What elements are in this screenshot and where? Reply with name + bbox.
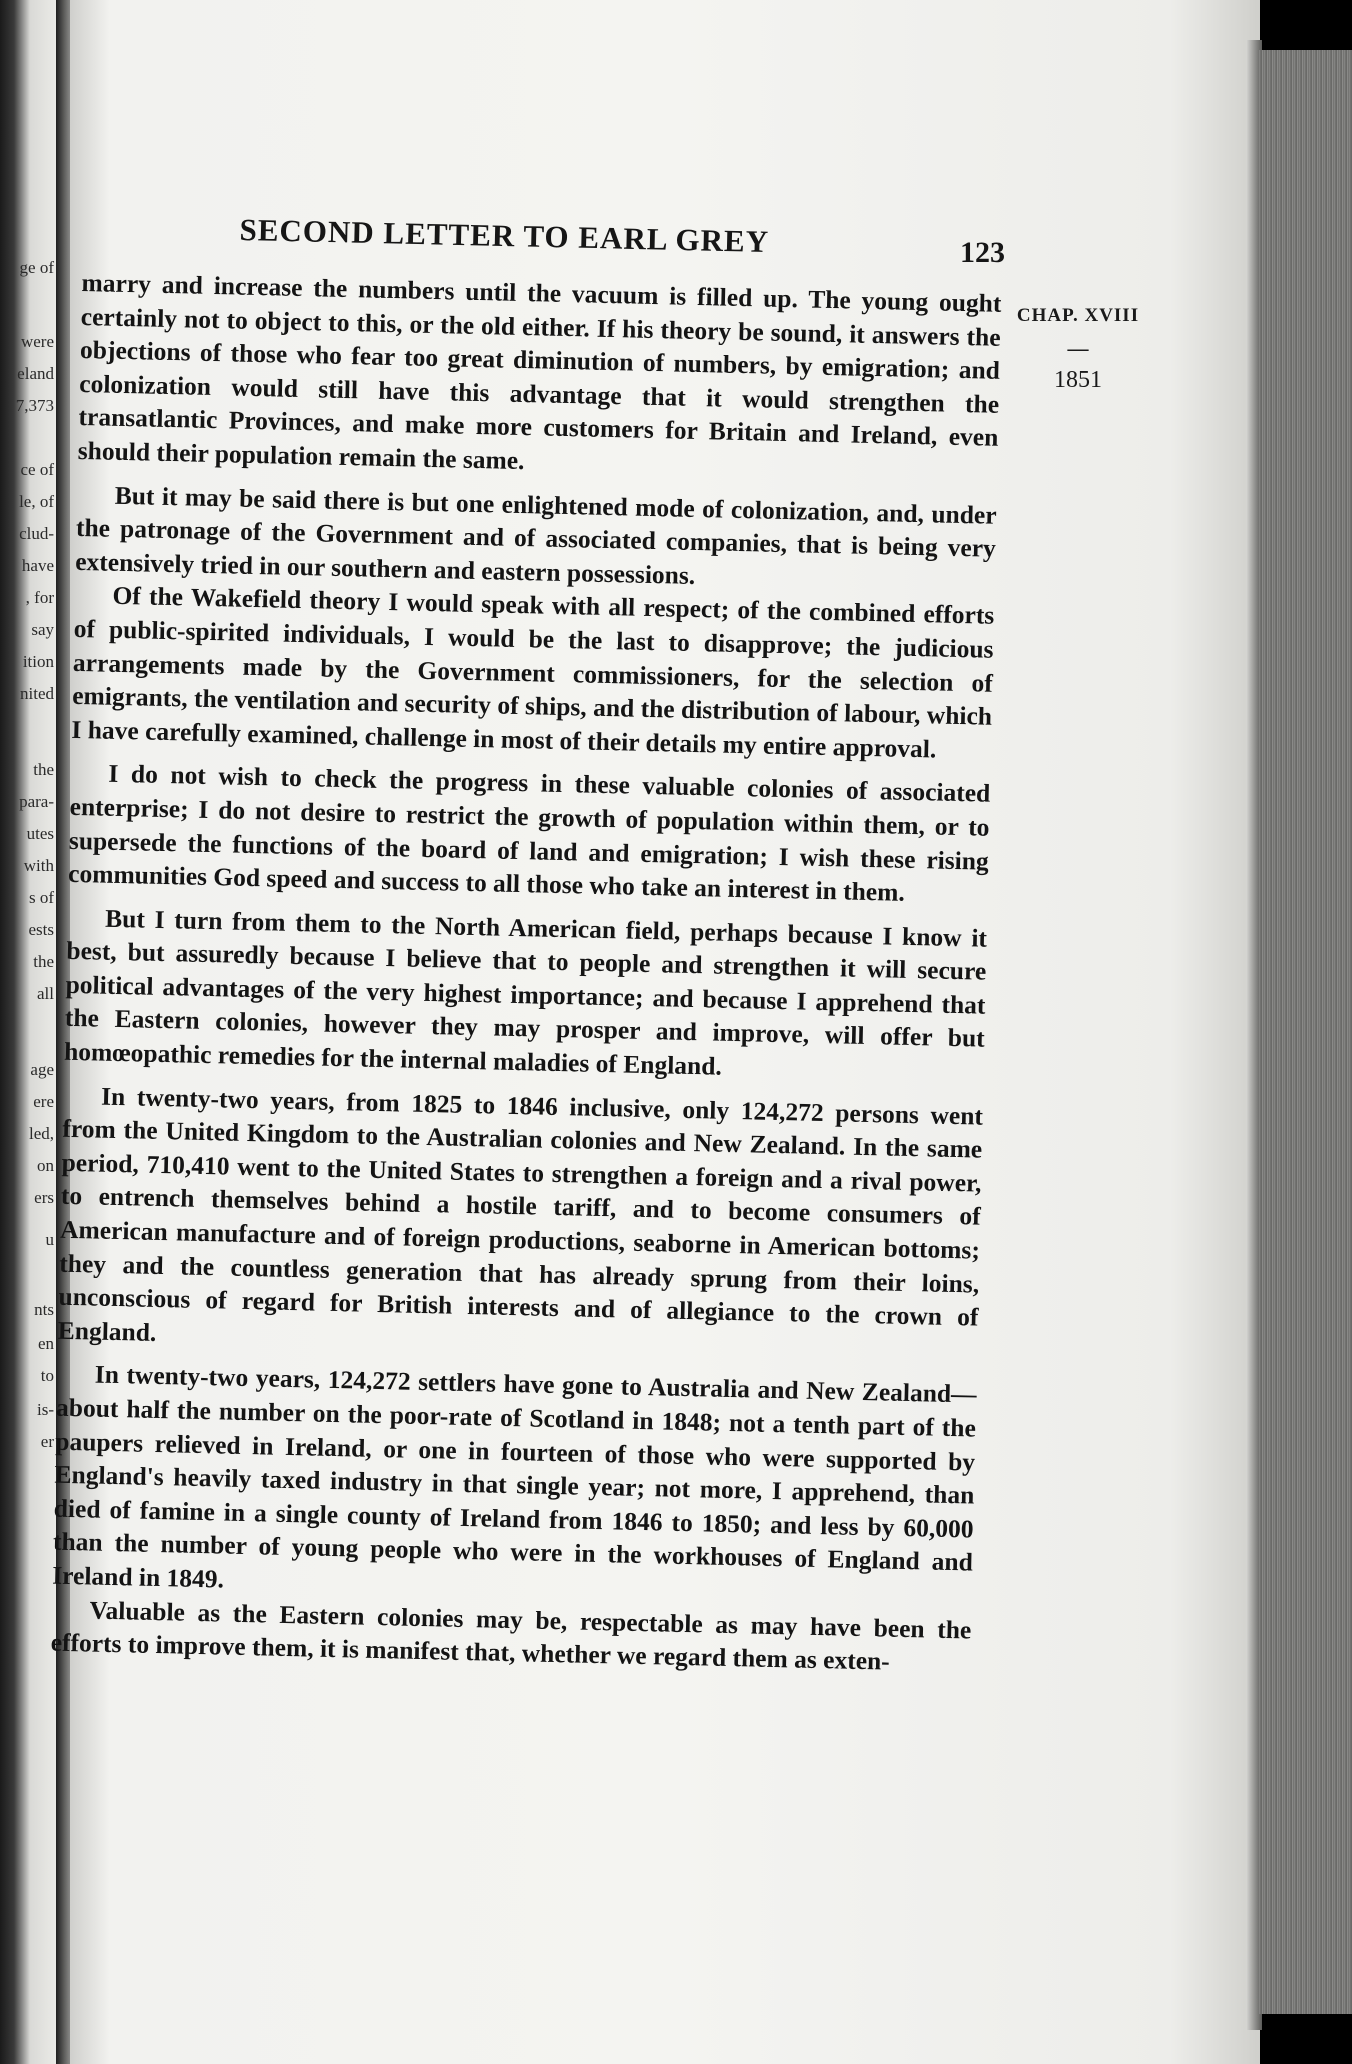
previous-page-fragment: ce of — [20, 460, 54, 479]
previous-page-fragment: led, — [28, 1124, 54, 1143]
side-note-dash: — — [1067, 336, 1089, 360]
paragraph: I do not wish to check the progress in these valuable colonies of associated enterprise; I do not desire to restrict the growth of population within them, or to supersede the functions of the board of land and emigration; I wish these rising communities God speed and success to all those who take an interest in them. — [67, 759, 991, 907]
previous-page-fragment: the — [33, 952, 54, 971]
previous-page-fragment: eland — [17, 364, 54, 383]
page-number: 123 — [960, 236, 1005, 269]
previous-page-fragment: ests — [28, 920, 54, 939]
previous-page-fragment: ge of — [19, 258, 54, 277]
previous-page-fragment: have — [21, 556, 54, 575]
side-note — [1012, 300, 1144, 396]
paragraph: In twenty-two years, from 1825 to 1846 inclusive, only 124,272 persons went from the United Kingdom to the Australian colonies and New Zealand. In the same period, 710,410 went to the United States to strengthen a foreign and a rival power, to entrench themselves behind a hostile tariff, and to become consumers of American manufacture and of foreign productions, seaborne in American bottoms; they and the countless generation that has already sprung from their loins, unconscious of regard for British interests and of allegiance to the crown of England. — [57, 1081, 984, 1347]
paragraph: Valuable as the Eastern colonies may be, respectable as may have been the efforts to improve them, it is manifest that, whether we regard them as exten- — [50, 1595, 972, 1676]
previous-page-fragment: , for — [25, 588, 54, 607]
paragraph: But it may be said there is but one enlightened mode of colonization, and, under the patronage of the Government and of associated companies, that is being very extensively tried in our southern and eastern possessions. — [74, 480, 997, 590]
page-edges — [1258, 50, 1352, 2014]
paragraph: But I turn from them to the North American field, perhaps because I know it best, but assuredly because I believe that to people and strengthen it will secure political advantages of the very highest importance; and because I apprehend that the Eastern colonies, however they may prosper and improve, will offer but homœopathic remedies for the internal maladies of England. — [63, 903, 988, 1081]
body-text — [50, 266, 1001, 1680]
previous-page-fragment: were — [20, 332, 54, 351]
paragraph: marry and increase the numbers until the vacuum is filled up. The young ought certainly not to object to this, or the old either. If his theory be sound, it answers the objections of those who fear too great diminution of numbers, by emigration; and colonization would still have this advantage that it would strengthen the transatlantic Provinces, and make more customers for Britain and Ireland, even should their population remain the same. — [77, 267, 1002, 476]
year-label: 1851 — [1054, 367, 1102, 393]
previous-page-fragment: para- — [19, 792, 54, 811]
previous-page-fragment: all — [37, 984, 54, 1003]
previous-page-fragment: en — [37, 1334, 54, 1353]
previous-page-fragment: er — [40, 1432, 54, 1451]
previous-page-fragment: say — [31, 620, 54, 639]
previous-page-fragment: nited — [20, 684, 54, 703]
previous-page-fragment: utes — [26, 824, 54, 843]
running-head: SECOND LETTER TO EARL GREY — [239, 212, 770, 260]
previous-page-fragment: ers — [34, 1188, 54, 1207]
previous-page-fragment: clud- — [19, 524, 54, 543]
chapter-label: CHAP. XVIII — [1016, 305, 1140, 326]
previous-page-fragment: is- — [37, 1400, 54, 1419]
previous-page-fragment: ere — [33, 1092, 54, 1111]
previous-page-edge — [0, 0, 58, 2064]
previous-page-fragment: the — [33, 760, 54, 779]
paragraph: Of the Wakefield theory I would speak with all respect; of the combined efforts of public-spirited individuals, I would be the last to disapprove; the judicious arrangements made by the Government commissioners, for the selection of emigrants, the ventilation and security of ships, and the distribution of labour, which I have carefully examined, challenge in most of their details my entire approval. — [71, 581, 995, 764]
previous-page-fragment: 7,373 — [15, 396, 54, 415]
previous-page-fragment: u — [45, 1230, 54, 1249]
previous-page-fragment: to — [40, 1366, 54, 1385]
previous-page-fragment: ition — [22, 652, 54, 671]
previous-page-fragment: nts — [34, 1300, 54, 1319]
previous-page-fragment: age — [30, 1060, 54, 1079]
paragraph: In twenty-two years, 124,272 settlers have gone to Australia and New Zealand—about half the number on the poor-rate of Scotland in 1848; not a tenth part of the paupers relieved in Ireland, or one in fourteen of those who were supported by England's heavily taxed industry in that single year; not more, I apprehend, than died of famine in a single county of Ireland from 1846 to 1850; and less by 60,000 than the number of young people who were in the workhouses of England and Ireland in 1849. — [51, 1359, 977, 1594]
previous-page-fragment: on — [37, 1156, 54, 1175]
previous-page-fragment: s of — [28, 888, 54, 907]
previous-page-fragment: le, of — [19, 492, 54, 511]
previous-page-fragment: with — [23, 856, 54, 875]
